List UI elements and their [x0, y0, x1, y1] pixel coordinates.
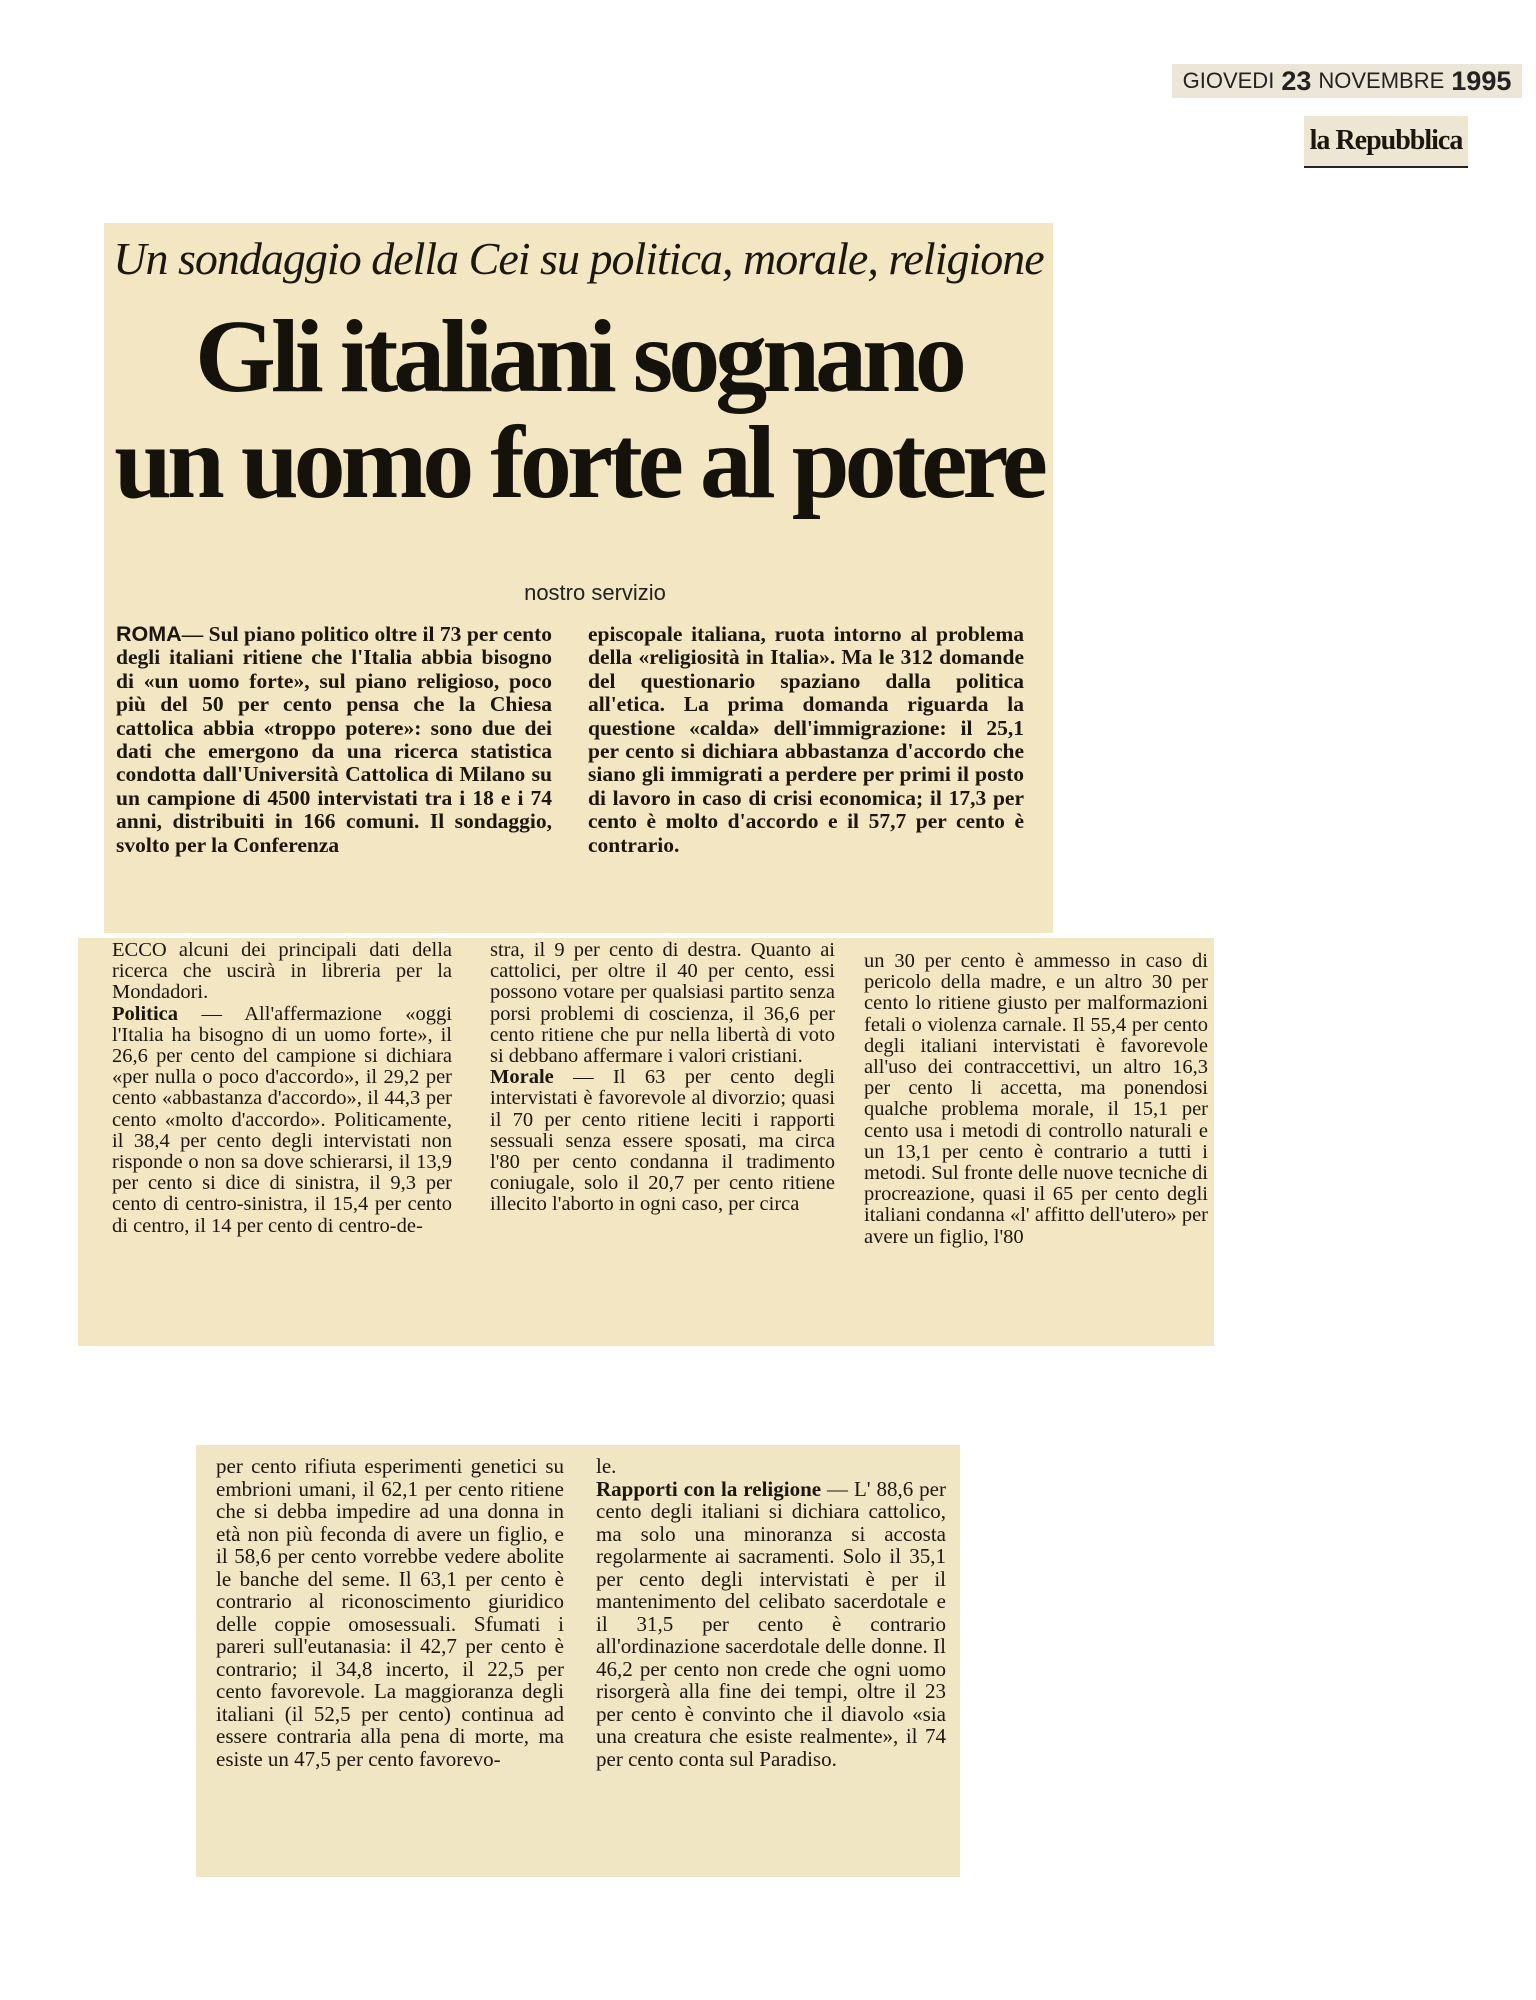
- lead-city: ROMA: [116, 622, 182, 646]
- col5-text: le.: [596, 1454, 617, 1478]
- col1-text: — All'affermazione «oggi l'Italia ha bisogno di un uomo forte», il 26,6 per cento del campione si dichiara «per nulla o poco d'accordo», il 29,2 per cento «abbastanza d'accordo», il 44,3 per cento «molto d'accordo». Politicamente, il 38,4 per cento degli intervistati non risponde o non sa dove schierarsi, il 13,9 per cento si dice di sinistra, il 9,3 per cento di centro-sinistra, il 15,4 per cento di centro, il 14 per cento di centro-de-: [112, 1002, 452, 1237]
- body-column-2: [490, 940, 835, 1216]
- headline-line-2: un uomo forte al potere: [114, 405, 1043, 520]
- body-column-1: [112, 940, 452, 1237]
- col2-text: stra, il 9 per cento di destra. Quanto ai cattolici, per oltre il 40 per cento, essi possono votare per qualsiasi partito senza porsi problemi di coscienza, il 36,6 per cento ritiene che pur nella libertà di voto si debbano affermare i valori cristiani.: [490, 939, 835, 1068]
- date-year: 1995: [1451, 65, 1512, 96]
- article-headline: [104, 299, 1053, 520]
- date-day: 23: [1281, 65, 1312, 96]
- dateline: [1172, 64, 1522, 98]
- article-byline: nostro servizio: [524, 580, 666, 605]
- lead-text-1: — Sul piano politico oltre il 73 per cento degli italiani ritiene che l'Italia abbia bisogno di «un uomo forte», sul piano religioso, poco più del 50 per cento pensa che la Chiesa cattolica abbia «troppo potere»: sono due dei dati che emergono da una ricerca statistica condotta dall'Università Cattolica di Milano su un campione di 4500 intervistati tra i 18 e i 74 anni, distribuiti in 166 comuni. Il sondaggio, svolto per la Conferenza: [116, 622, 552, 857]
- date-month: NOVEMBRE: [1318, 68, 1445, 93]
- subhead-religione: Rapporti con la religione: [596, 1476, 822, 1501]
- lead-column-1: [116, 623, 552, 857]
- date-weekday: GIOVEDI: [1182, 68, 1275, 93]
- col5-text-2: — L' 88,6 per cento degli italiani si dichiara cattolico, ma solo una minoranza si accosta regolarmente ai sacramenti. Solo il 35,1 per cento degli intervistati è per il mantenimento del celibato sacerdotale e il 31,5 per cento è contrario all'ordinazione sacerdotale delle donne. Il 46,2 per cento non crede che ogni uomo risorgerà alla fine dei tempi, oltre il 23 per cento è convinto che il diavolo «sia una creatura che esiste realmente», il 74 per cento conta sul Paradiso.: [596, 1476, 946, 1771]
- subhead-politica: Politica: [112, 1002, 179, 1025]
- col2-text-2: — Il 63 per cento degli intervistati è favorevole al divorzio; quasi il 70 per cento ritiene leciti i rapporti sessuali senza essere sposati, ma circa l'80 per cento condanna il tradimento coniugale, solo il 20,7 per cento ritiene illecito l'aborto in ogni caso, per circa: [490, 1066, 835, 1216]
- col1-intro: ECCO alcuni dei principali dati della ricerca che uscirà in libreria per la Mondadori.: [112, 939, 452, 1004]
- body-column-5: [596, 1455, 946, 1770]
- body-column-3: un 30 per cento è ammesso in caso di pericolo della madre, e un altro 30 per cento lo ritiene giusto per malformazioni fetali o violenza carnale. Il 55,4 per cento degli italiani intervistati è favorevole all'uso dei contraccettivi, un altro 16,3 per cento li accetta, ma ponendosi qualche problema morale, il 15,1 per cento usa i metodi di controllo naturali e un 13,1 per cento è contrario a tutti i metodi. Sul fronte delle nuove tecniche di procreazione, quasi il 65 per cento degli italiani condanna «l' affitto dell'utero» per avere un figlio, l'80: [864, 950, 1208, 1248]
- newspaper-masthead: la Repubblica: [1304, 116, 1468, 168]
- lead-column-2: episcopale italiana, ruota intorno al problema della «religiosità in Italia». Ma le 312 domande del questionario spaziano dalla politica all'etica. La prima domanda riguarda la questione «calda» dell'immigrazione: il 25,1 per cento si dichiara abbastanza d'accordo che siano gli immigrati a perdere per primi il posto di lavoro in caso di crisi economica; il 17,3 per cento è molto d'accordo e il 57,7 per cento è contrario.: [588, 622, 1024, 857]
- body-column-4: per cento rifiuta esperimenti genetici su embrioni umani, il 62,1 per cento ritiene che si debba impedire ad una donna in età non più feconda di avere un figlio, e il 58,6 per cento vorrebbe vedere abolite le banche del seme. Il 63,1 per cento è contrario al riconoscimento giuridico delle coppie omosessuali. Sfumati i pareri sull'eutanasia: il 42,7 per cento è contrario; il 34,8 incerto, il 22,5 per cento favorevole. La maggioranza degli italiani (il 52,5 per cento) continua ad essere contraria alla pena di morte, ma esiste un 47,5 per cento favorevo-: [216, 1454, 564, 1771]
- headline-line-1: Gli italiani sognano: [195, 299, 962, 414]
- subhead-morale: Morale: [490, 1066, 554, 1089]
- article-kicker: Un sondaggio della Cei su politica, morale, religione: [113, 233, 1044, 284]
